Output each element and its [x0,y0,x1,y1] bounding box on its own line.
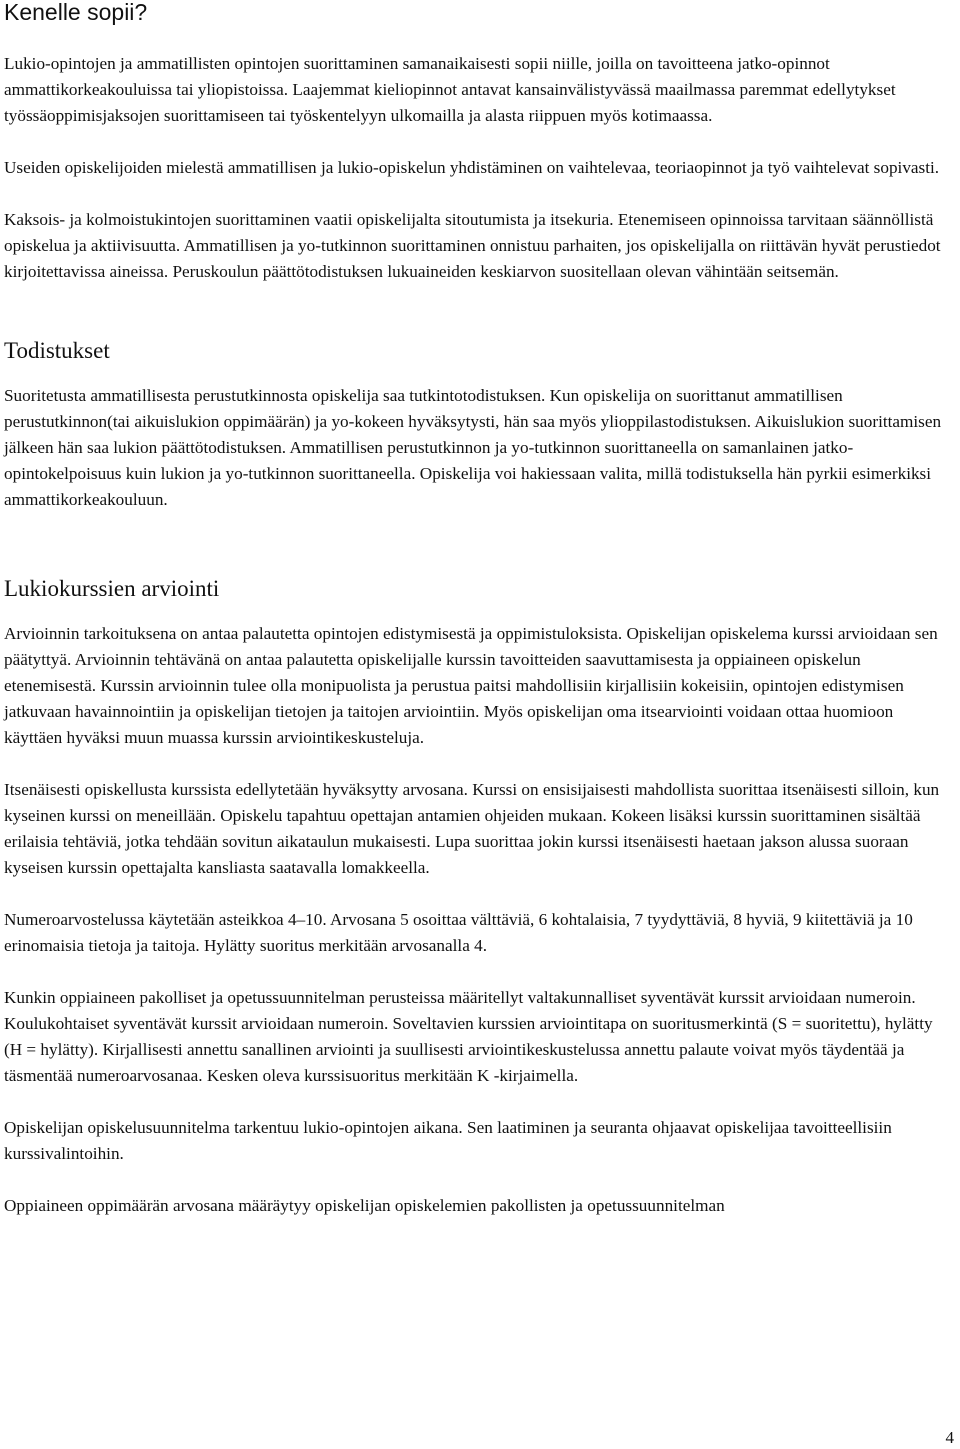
intro-paragraph-3: Kaksois- ja kolmoistukintojen suorittaminen vaatii opiskelijalta sitoutumista ja itsekuria. Etenemiseen opinnoissa tarvitaan säännöllistä opiskelua ja aktiivisuutta. Ammatillisen ja yo-tutkinnon suorittaminen onnistuu parhaiten, jos opiskelijalla on riittävän hyvät perustiedot kirjoitettavissa aineissa. Peruskoulun päättötodistuksen lukuaineiden keskiarvon suositellaan olevan vähintään seitsemän. [4,210,941,281]
heading-lukiokurssien-arviointi: Lukiokurssien arviointi [4,576,220,601]
todistukset-paragraph-1: Suoritetusta ammatillisesta perustutkinnosta opiskelija saa tutkintotodistuksen. Kun opiskelija on suorittanut ammatillisen perustutkinnon(tai aikuislukion oppimäärän) ja yo-kokeen hyväksytysti, hän saa myös ylioppilastodistuksen. Aikuislukion suorittamisen jälkeen hän saa lukion päättötodistuksen. Ammatillisen perustutkinnon ja yo-tutkinnon suorittaneella on samanlainen jatko-opintokelpoisuus kuin lukion ja yo-tutkinnon suorittaneella. Opiskelija voi hakiessaan valita, millä todistuksella hän pyrkii esimerkiksi ammattikorkeakouluun. [4,386,942,509]
document-page [4,0,952,1219]
heading-kenelle-sopii: Kenelle sopii? [4,0,148,25]
arviointi-paragraph-6: Oppiaineen oppimäärän arvosana määräytyy opiskelijan opiskelemien pakollisten ja opetussuunnitelman [4,1196,725,1215]
heading-todistukset: Todistukset [4,338,110,363]
arviointi-paragraph-3: Numeroarvostelussa käytetään asteikkoa 4–10. Arvosana 5 osoittaa välttäviä, 6 kohtalaisia, 7 tyydyttäviä, 8 hyviä, 9 kiitettäviä ja 10 erinomaisia tietoja ja taitoja. Hylätty suoritus merkitään arvosanalla 4. [4,910,913,955]
page-number: 4 [945,1428,954,1447]
arviointi-paragraph-5: Opiskelijan opiskelusuunnitelma tarkentuu lukio-opintojen aikana. Sen laatiminen ja seuranta ohjaavat opiskelijaa tavoitteellisiin kurssivalintoihin. [4,1118,892,1163]
arviointi-paragraph-2: Itsenäisesti opiskellusta kurssista edellytetään hyväksytty arvosana. Kurssi on ensisijaisesti mahdollista suorittaa itsenäisesti silloin, kun kyseinen kurssi on meneillään. Opiskelu tapahtuu opettajan antamien ohjeiden mukaan. Kokeen lisäksi kurssin suorittaminen sisältää erilaisia tehtäviä, jotka tehdään sovitun aikataulun mukaisesti. Lupa suorittaa jokin kurssi itsenäisesti haetaan jakson alussa suoraan kyseisen kurssin opettajalta kansliasta saatavalla lomakkeella. [4,780,940,877]
intro-paragraph-1: Lukio-opintojen ja ammatillisten opintojen suorittaminen samanaikaisesti sopii niille, joilla on tavoitteena jatko-opinnot ammattikorkeakouluissa tai yliopistoissa. Laajemmat kieliopinnot antavat kansainvälistyvässä maailmassa paremmat edellytykset työssäoppimisjaksojen suorittamiseen tai työskentelyyn ulkomailla ja alasta riippuen myös kotimaassa. [4,54,896,125]
intro-paragraph-2: Useiden opiskelijoiden mielestä ammatillisen ja lukio-opiskelun yhdistäminen on vaihtelevaa, teoriaopinnot ja työ vaihtelevat sopivasti. [4,158,940,177]
arviointi-paragraph-1: Arvioinnin tarkoituksena on antaa palautetta opintojen edistymisestä ja oppimistuloksista. Opiskelijan opiskelema kurssi arvioidaan sen päätyttyä. Arvioinnin tehtävänä on antaa palautetta opiskelijalle kurssin tavoitteiden saavuttamisesta ja oppiaineen opiskelun etenemisestä. Kurssin arvioinnin tulee olla monipuolista ja perustua paitsi mahdollisiin kirjallisiin kokeisiin, opintojen edistymisen jatkuvaan havainnointiin ja opiskelijan tietojen ja taitojen arviointiin. Myös opiskelijan oma itsearviointi voidaan ottaa huomioon käyttäen hyväksi muun muassa kurssin arviointikeskusteluja. [4,624,938,747]
arviointi-paragraph-4: Kunkin oppiaineen pakolliset ja opetussuunnitelman perusteissa määritellyt valtakunnalliset syventävät kurssit arvioidaan numeroin. Koulukohtaiset syventävät kurssit arvioidaan numeroin. Soveltavien kurssien arviointitapa on suoritusmerkintä (S = suoritettu), hylätty (H = hylätty). Kirjallisesti annettu sanallinen arviointi ja suullisesti arviointikeskustelussa annettu palaute voivat myös täydentää ja täsmentää numeroarvosanaa. Kesken oleva kurssisuoritus merkitään K -kirjaimella. [4,988,933,1085]
